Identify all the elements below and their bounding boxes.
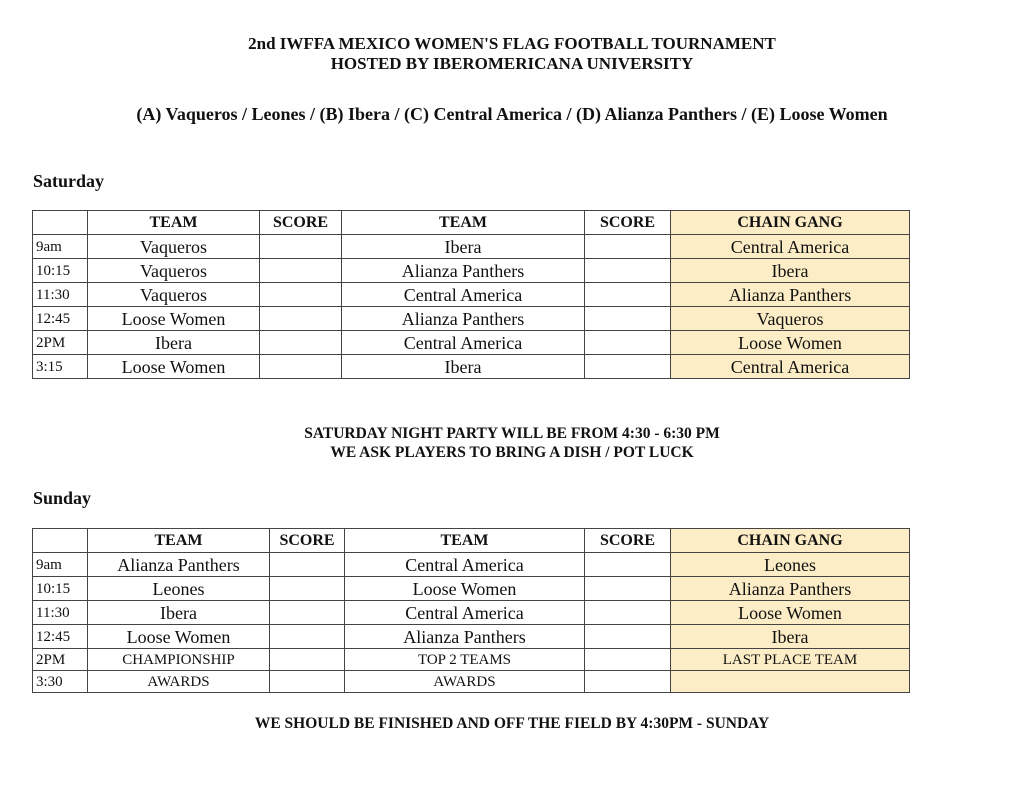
schedule-row	[33, 283, 910, 307]
chain-gang-header: CHAIN GANG	[671, 211, 910, 235]
chain-gang-cell: Leones	[671, 553, 910, 577]
schedule-row	[33, 553, 910, 577]
time-cell: 2PM	[33, 331, 88, 355]
schedule-row	[33, 307, 910, 331]
score2-cell	[585, 331, 671, 355]
score-header: SCORE	[585, 211, 671, 235]
team2-cell: TOP 2 TEAMS	[345, 649, 585, 671]
score2-cell	[585, 649, 671, 671]
score1-cell	[270, 625, 345, 649]
team1-cell: Leones	[88, 577, 270, 601]
score1-cell	[260, 355, 342, 379]
score2-cell	[585, 553, 671, 577]
score-header: SCORE	[270, 529, 345, 553]
chain-gang-cell: Central America	[671, 355, 910, 379]
document-title	[0, 34, 1024, 74]
score2-cell	[585, 671, 671, 693]
schedule-row	[33, 355, 910, 379]
score2-cell	[585, 307, 671, 331]
time-cell: 11:30	[33, 283, 88, 307]
score1-cell	[270, 671, 345, 693]
party-line-2: WE ASK PLAYERS TO BRING A DISH / POT LUCK	[330, 444, 694, 461]
team1-cell: Ibera	[88, 331, 260, 355]
team2-cell: Alianza Panthers	[345, 625, 585, 649]
time-header	[33, 529, 88, 553]
team2-cell: Alianza Panthers	[342, 307, 585, 331]
party-line-1: SATURDAY NIGHT PARTY WILL BE FROM 4:30 - 6:30 PM	[304, 425, 720, 442]
score2-cell	[585, 625, 671, 649]
team2-cell: Central America	[342, 283, 585, 307]
team1-cell: Alianza Panthers	[88, 553, 270, 577]
time-cell: 12:45	[33, 307, 88, 331]
chain-gang-cell: Central America	[671, 235, 910, 259]
team2-cell: Ibera	[342, 355, 585, 379]
score-header: SCORE	[260, 211, 342, 235]
header-row	[33, 211, 910, 235]
schedule-row	[33, 625, 910, 649]
schedule-row	[33, 259, 910, 283]
time-cell: 3:30	[33, 671, 88, 693]
team1-cell: Vaqueros	[88, 259, 260, 283]
chain-gang-cell: Loose Women	[671, 331, 910, 355]
team2-cell: AWARDS	[345, 671, 585, 693]
score1-cell	[260, 235, 342, 259]
chain-gang-cell: Vaqueros	[671, 307, 910, 331]
schedule-row	[33, 577, 910, 601]
team1-cell: AWARDS	[88, 671, 270, 693]
team-header: TEAM	[88, 529, 270, 553]
chain-gang-cell: Ibera	[671, 625, 910, 649]
team1-cell: Vaqueros	[88, 283, 260, 307]
header-row	[33, 529, 910, 553]
chain-gang-cell	[671, 671, 910, 693]
team1-cell: Loose Women	[88, 307, 260, 331]
chain-gang-cell: Alianza Panthers	[671, 577, 910, 601]
score1-cell	[270, 577, 345, 601]
chain-gang-cell: Loose Women	[671, 601, 910, 625]
score1-cell	[260, 283, 342, 307]
chain-gang-cell: LAST PLACE TEAM	[671, 649, 910, 671]
team1-cell: Loose Women	[88, 355, 260, 379]
sunday-heading: Sunday	[33, 488, 92, 508]
score1-cell	[260, 307, 342, 331]
schedule-row	[33, 331, 910, 355]
chain-gang-cell: Ibera	[671, 259, 910, 283]
score1-cell	[260, 259, 342, 283]
score2-cell	[585, 577, 671, 601]
schedule-row	[33, 671, 910, 693]
title-line-2: HOSTED BY IBEROMERICANA UNIVERSITY	[330, 54, 694, 73]
saturday-schedule-table	[32, 210, 910, 379]
team1-cell: Vaqueros	[88, 235, 260, 259]
score2-cell	[585, 259, 671, 283]
score2-cell	[585, 601, 671, 625]
schedule-row	[33, 601, 910, 625]
saturday-heading: Saturday	[33, 171, 105, 191]
team1-cell: Loose Women	[88, 625, 270, 649]
party-notice	[0, 424, 1024, 462]
time-header	[33, 211, 88, 235]
score-header: SCORE	[585, 529, 671, 553]
team2-cell: Ibera	[342, 235, 585, 259]
title-line-1: 2nd IWFFA MEXICO WOMEN'S FLAG FOOTBALL TOURNAMENT	[248, 34, 776, 53]
time-cell: 12:45	[33, 625, 88, 649]
time-cell: 10:15	[33, 577, 88, 601]
score1-cell	[260, 331, 342, 355]
score1-cell	[270, 601, 345, 625]
team2-cell: Central America	[345, 553, 585, 577]
time-cell: 10:15	[33, 259, 88, 283]
chain-gang-cell: Alianza Panthers	[671, 283, 910, 307]
time-cell: 11:30	[33, 601, 88, 625]
finish-notice: WE SHOULD BE FINISHED AND OFF THE FIELD BY 4:30PM - SUNDAY	[254, 715, 770, 732]
score2-cell	[585, 235, 671, 259]
team-header: TEAM	[342, 211, 585, 235]
team2-cell: Central America	[342, 331, 585, 355]
time-cell: 2PM	[33, 649, 88, 671]
sunday-schedule-table	[32, 528, 910, 693]
score1-cell	[270, 553, 345, 577]
time-cell: 9am	[33, 235, 88, 259]
team2-cell: Loose Women	[345, 577, 585, 601]
team2-cell: Alianza Panthers	[342, 259, 585, 283]
team2-cell: Central America	[345, 601, 585, 625]
schedule-row	[33, 649, 910, 671]
time-cell: 3:15	[33, 355, 88, 379]
teams-legend: (A) Vaqueros / Leones / (B) Ibera / (C) Central America / (D) Alianza Panthers / (E) Loose Women	[136, 104, 888, 124]
time-cell: 9am	[33, 553, 88, 577]
score2-cell	[585, 355, 671, 379]
score2-cell	[585, 283, 671, 307]
team1-cell: Ibera	[88, 601, 270, 625]
team-header: TEAM	[88, 211, 260, 235]
team-header: TEAM	[345, 529, 585, 553]
score1-cell	[270, 649, 345, 671]
schedule-row	[33, 235, 910, 259]
team1-cell: CHAMPIONSHIP	[88, 649, 270, 671]
chain-gang-header: CHAIN GANG	[671, 529, 910, 553]
